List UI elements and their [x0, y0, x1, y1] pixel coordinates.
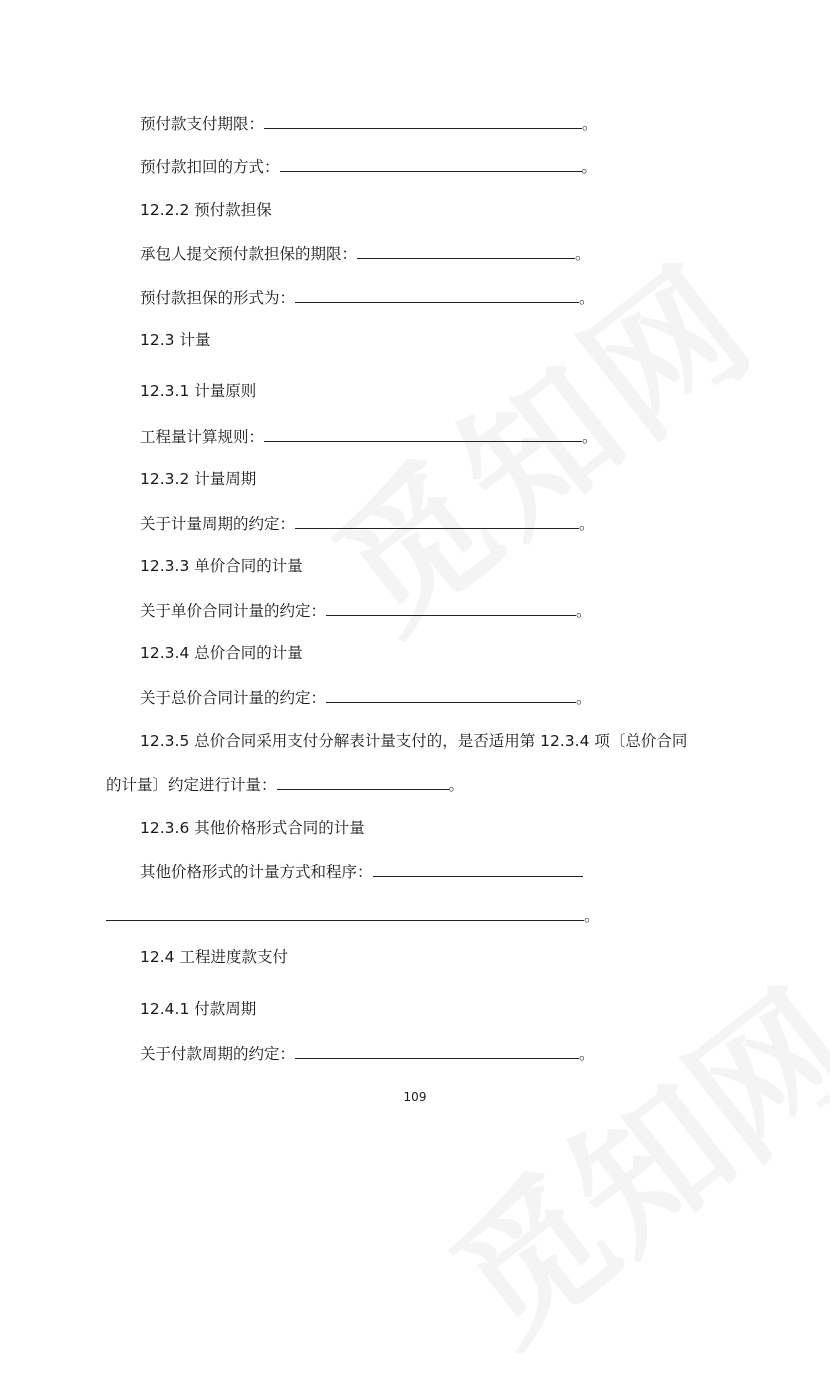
heading-text: 12.3.2 计量周期	[140, 470, 257, 488]
heading-text: 12.3.1 计量原则	[140, 382, 257, 400]
period: 。	[576, 689, 592, 707]
doc-line	[106, 905, 600, 927]
period: 。	[576, 602, 592, 620]
fill-blank	[295, 513, 579, 529]
line-label: 工程量计算规则：	[140, 428, 265, 446]
doc-line	[140, 113, 598, 135]
fill-blank	[357, 243, 575, 259]
doc-line	[140, 687, 592, 709]
period: 。	[584, 907, 600, 925]
period: 。	[581, 158, 598, 176]
line-label: 的计量〕约定进行计量：	[106, 776, 277, 794]
fill-blank	[326, 600, 576, 616]
section-heading	[140, 555, 303, 577]
fill-blank	[373, 861, 583, 877]
period: 。	[579, 1045, 595, 1063]
section-heading	[140, 642, 303, 664]
doc-line	[140, 1043, 595, 1065]
fill-blank	[280, 156, 582, 172]
doc-line	[140, 600, 592, 622]
heading-text: 12.3 计量	[140, 331, 211, 349]
line-label: 关于单价合同计量的约定：	[140, 602, 327, 620]
fill-blank	[295, 287, 579, 303]
heading-text: 12.3.6 其他价格形式合同的计量	[140, 819, 365, 837]
watermark	[401, 934, 830, 1381]
page-number: 109	[403, 1090, 427, 1104]
period: 。	[579, 515, 595, 533]
section-heading	[140, 946, 288, 968]
doc-paragraph	[140, 730, 687, 752]
period: 。	[579, 289, 595, 307]
doc-line	[140, 513, 595, 535]
heading-text: 12.3.3 单价合同的计量	[140, 557, 303, 575]
section-heading	[140, 817, 365, 839]
fill-blank	[277, 774, 449, 790]
section-heading	[140, 380, 256, 402]
fill-blank	[295, 1043, 579, 1059]
line-label: 预付款支付期限：	[140, 115, 265, 133]
heading-text: 12.3.4 总价合同的计量	[140, 644, 303, 662]
period: 。	[582, 115, 598, 133]
line-label: 关于总价合同计量的约定：	[140, 689, 327, 707]
doc-line	[140, 426, 598, 448]
doc-line	[106, 774, 464, 796]
doc-line	[140, 861, 583, 883]
fill-blank	[264, 426, 582, 442]
line-label: 预付款担保的形式为：	[140, 289, 296, 307]
line-label: 其他价格形式的计量方式和程序：	[140, 863, 373, 881]
fill-blank	[326, 687, 576, 703]
doc-line	[140, 243, 591, 265]
heading-text: 12.2.2 预付款担保	[140, 201, 272, 219]
section-heading	[140, 468, 256, 490]
line-label: 关于付款周期的约定：	[140, 1045, 296, 1063]
line-label: 承包人提交预付款担保的期限：	[140, 245, 358, 263]
paragraph-text: 12.3.5 总价合同采用支付分解表计量支付的，是否适用第 12.3.4 项〔总价合同	[140, 732, 688, 750]
heading-text: 12.4.1 付款周期	[140, 1000, 257, 1018]
section-heading	[140, 329, 210, 351]
period: 。	[582, 428, 598, 446]
period: 。	[448, 776, 465, 794]
fill-blank	[106, 905, 584, 921]
heading-text: 12.4 工程进度款支付	[140, 948, 288, 966]
period: 。	[575, 245, 591, 263]
section-heading	[140, 199, 272, 221]
section-heading	[140, 998, 256, 1020]
fill-blank	[264, 113, 582, 129]
line-label: 关于计量周期的约定：	[140, 515, 296, 533]
doc-line	[140, 287, 595, 309]
doc-line	[140, 156, 597, 178]
line-label: 预付款扣回的方式：	[140, 158, 280, 176]
